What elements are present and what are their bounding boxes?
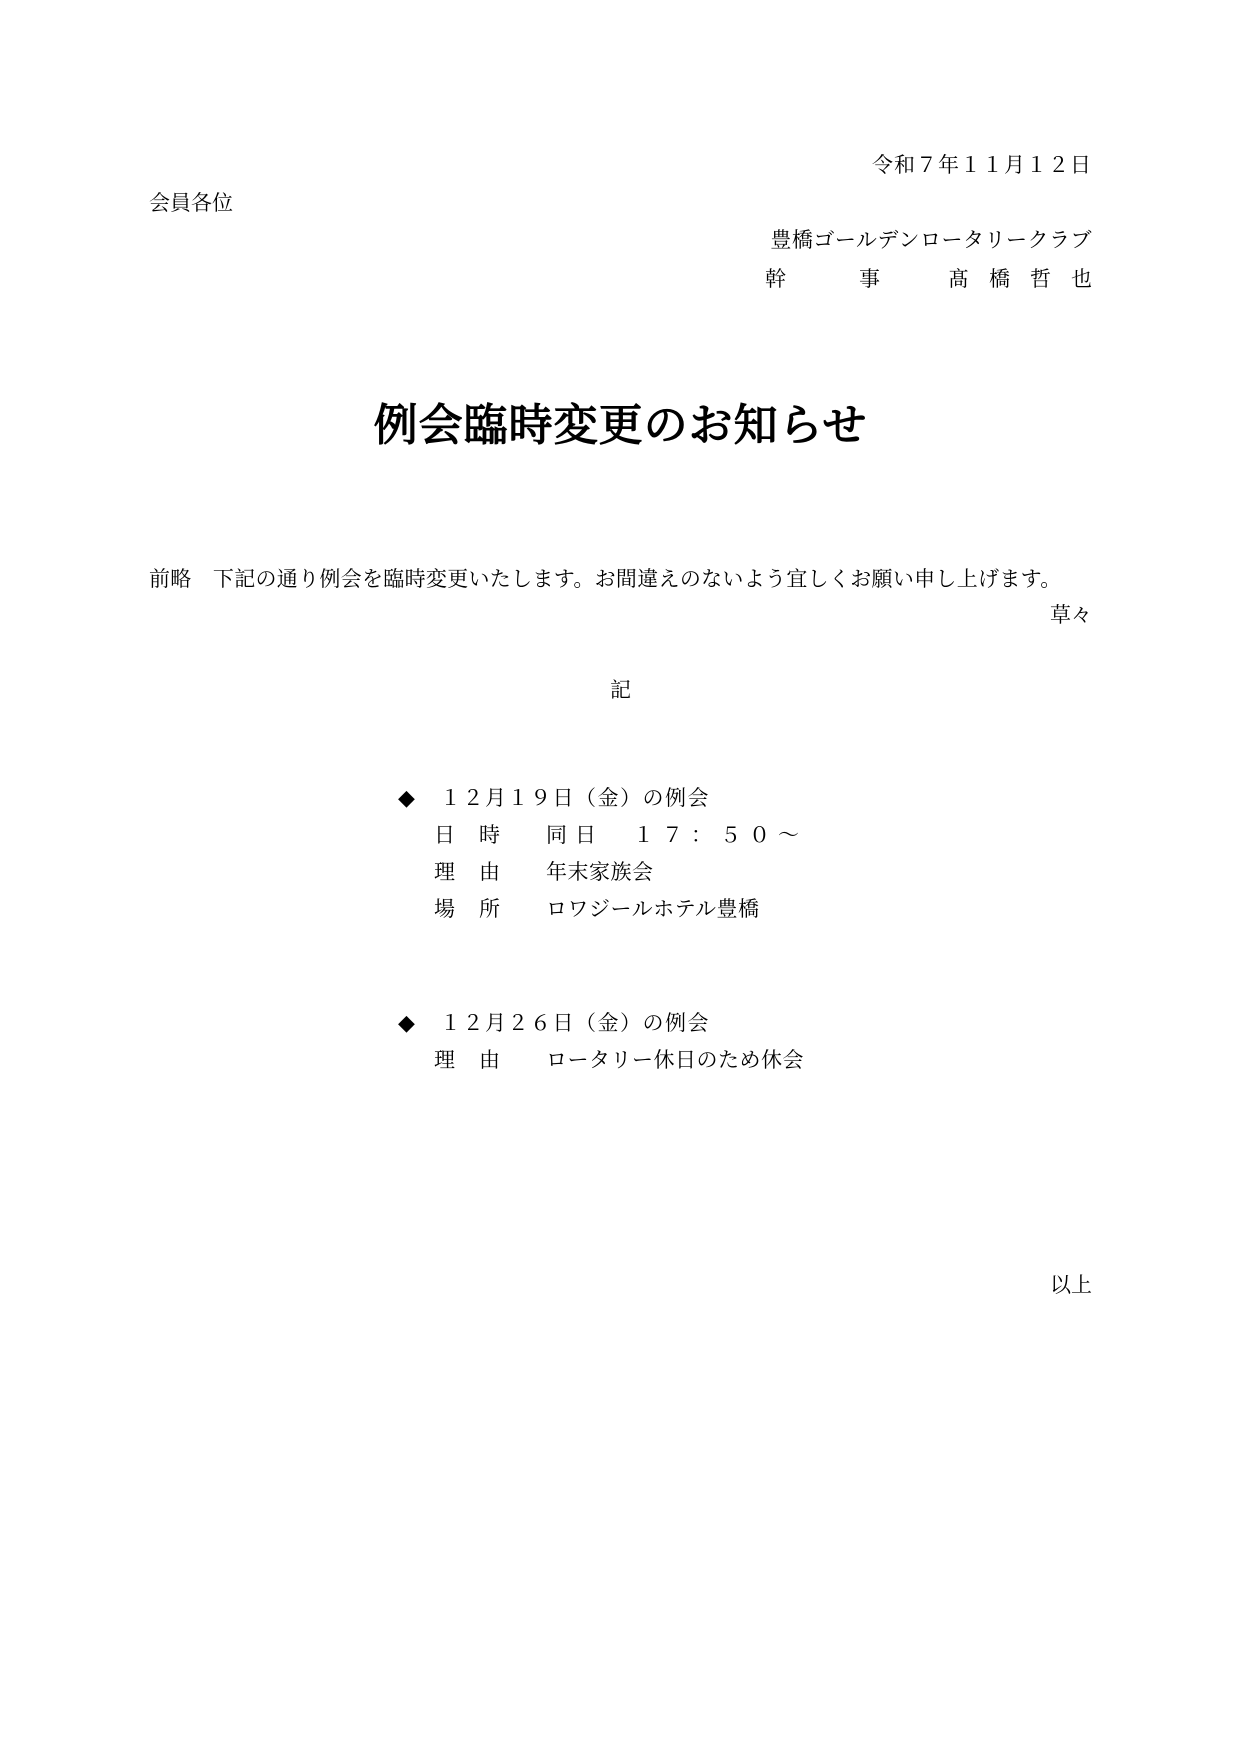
document-date: 令和７年１１月１２日 [872, 153, 1092, 177]
detail-label: 場所 [434, 897, 524, 921]
closing-word: 草々 [1050, 603, 1092, 627]
signer-name: 髙橋哲也 [948, 267, 1112, 291]
detail-label: 日時 [434, 823, 524, 847]
detail-label: 理由 [434, 860, 524, 884]
diamond-bullet-icon: ◆ [398, 1011, 415, 1036]
diamond-bullet-icon: ◆ [398, 786, 415, 811]
detail-value: 同日 １７：５０～ [546, 823, 807, 847]
item-heading: １２月１９日（金）の例会 [440, 786, 710, 810]
ki-marker: 記 [610, 678, 631, 702]
signer-role: 幹 事 [765, 267, 906, 291]
detail-label: 理由 [434, 1048, 524, 1072]
detail-value: 年末家族会 [546, 860, 654, 884]
detail-value: ロワジールホテル豊橋 [546, 897, 760, 921]
body-text: 前略 下記の通り例会を臨時変更いたします。お間違えのないよう宜しくお願い申し上げます。 [149, 567, 1062, 591]
detail-value: ロータリー休日のため休会 [546, 1048, 804, 1072]
end-marker: 以上 [1050, 1273, 1092, 1297]
addressee: 会員各位 [149, 191, 233, 215]
document-title: 例会臨時変更のお知らせ [373, 400, 868, 451]
organization-name: 豊橋ゴールデンロータリークラブ [770, 228, 1092, 252]
item-heading: １２月２６日（金）の例会 [440, 1011, 710, 1035]
